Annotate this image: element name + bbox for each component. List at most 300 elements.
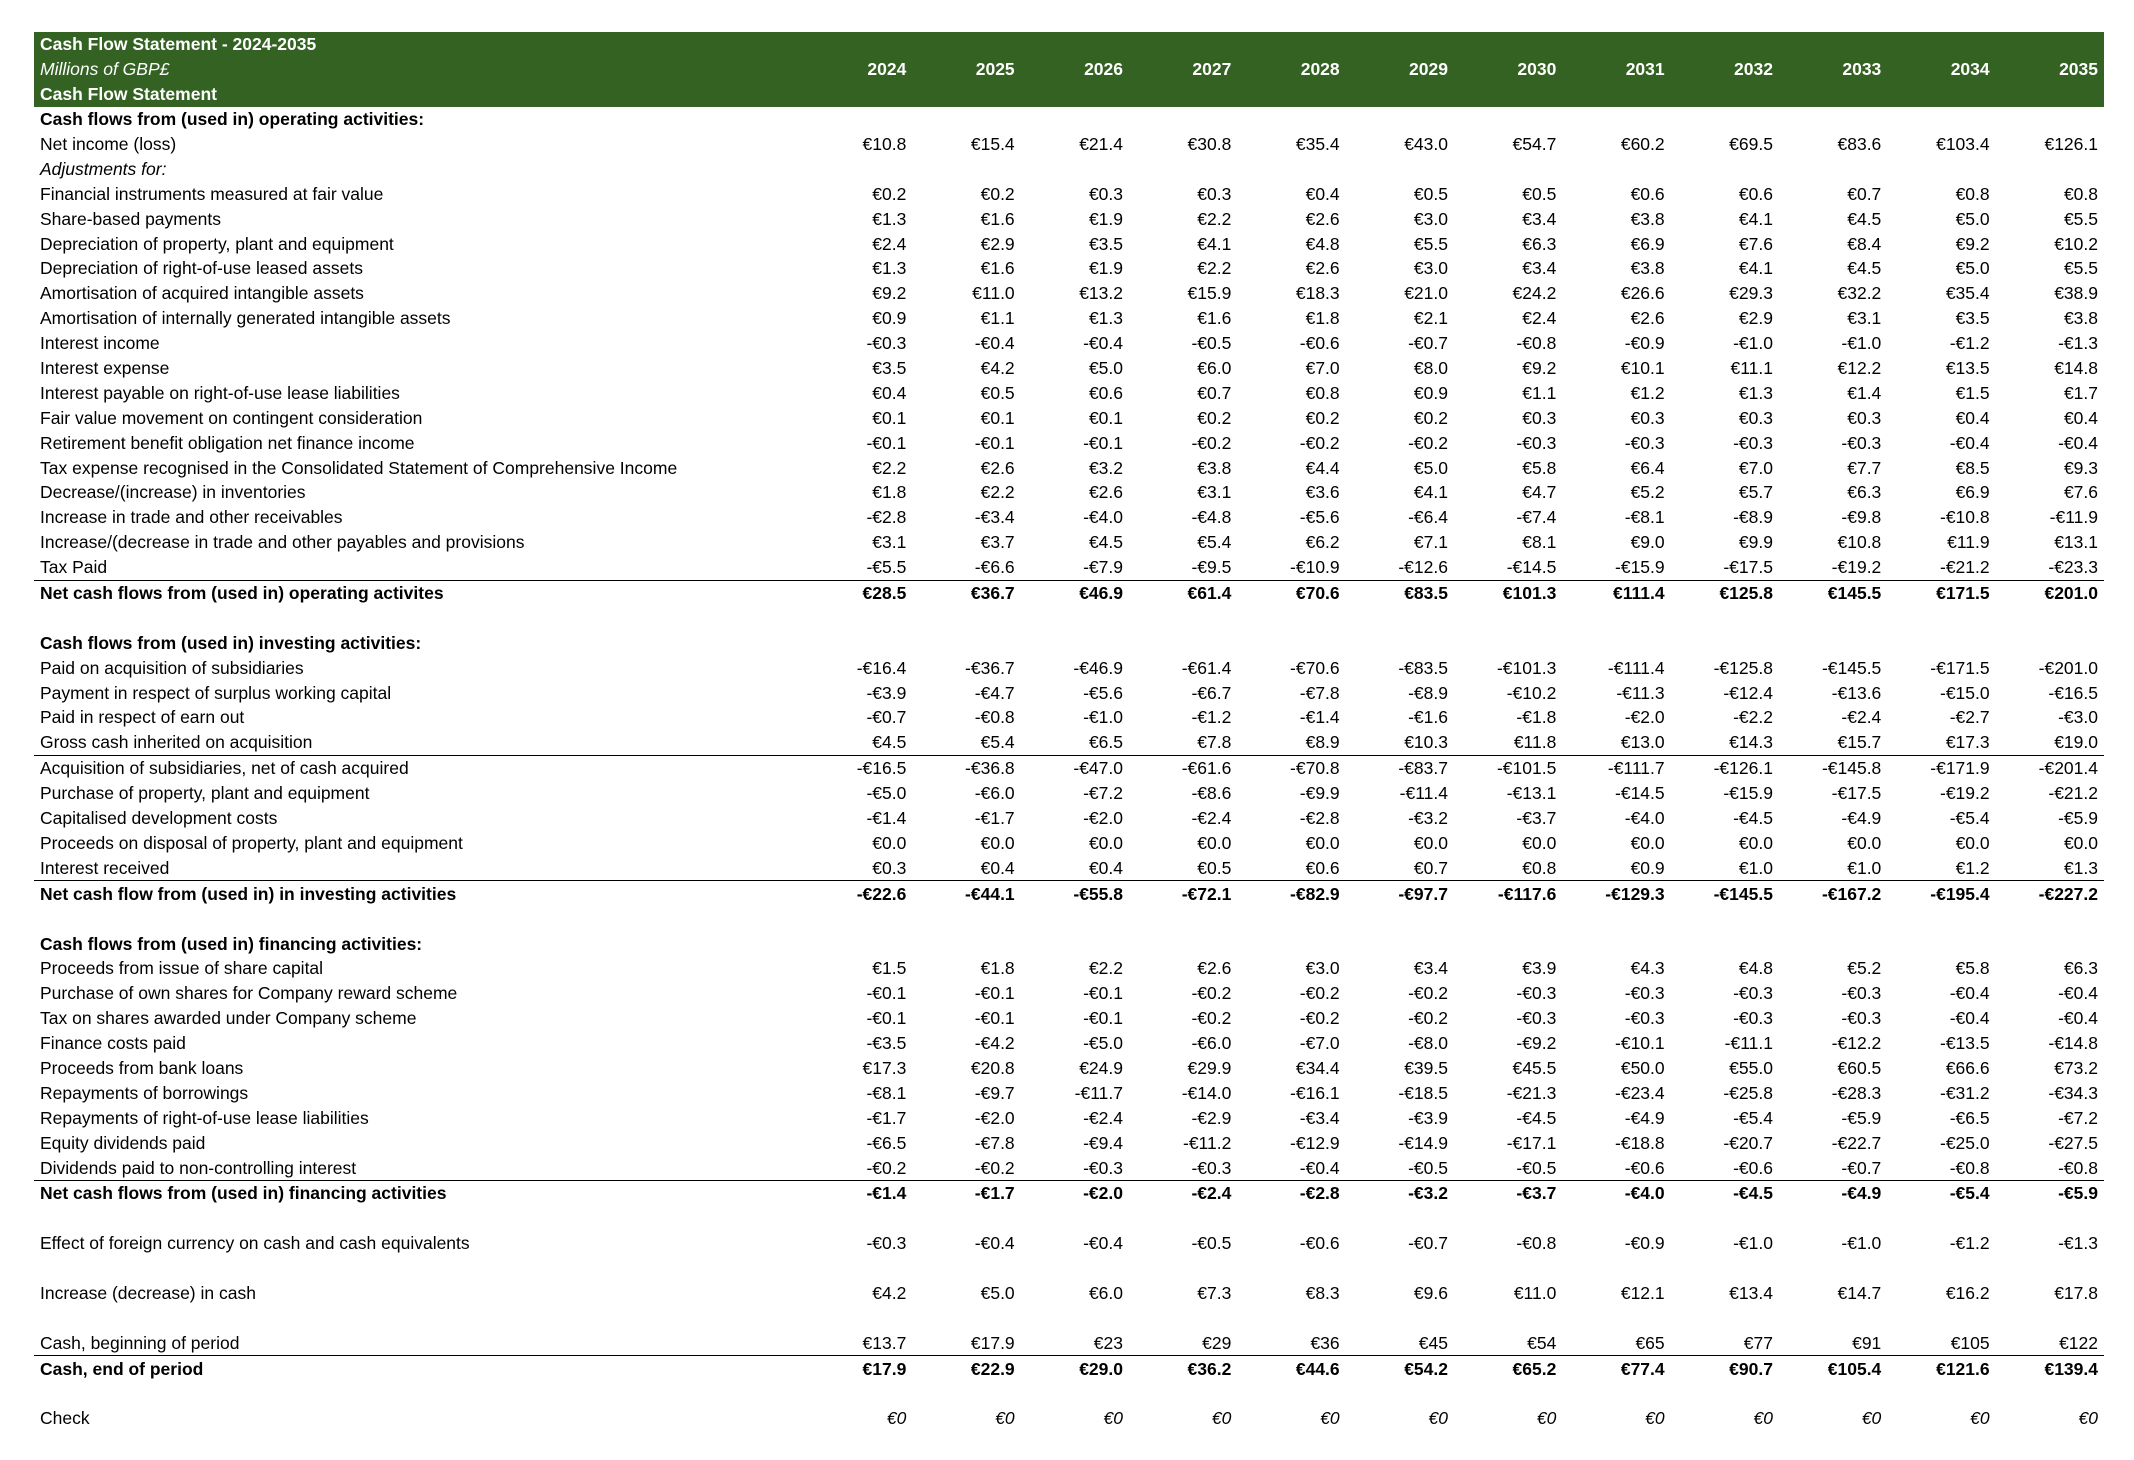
value-cell-2032[interactable] bbox=[1671, 1381, 1779, 1406]
value-cell-2030[interactable]: -€10.2 bbox=[1506, 682, 1557, 703]
value-cell-2030[interactable]: -€117.6 bbox=[1497, 883, 1557, 904]
value-cell-2031[interactable]: €4.3 bbox=[1630, 958, 1665, 979]
value-cell-2028[interactable]: €0.2 bbox=[1305, 407, 1340, 428]
value-cell-2030[interactable]: €0.5 bbox=[1522, 183, 1557, 204]
value-cell-2024[interactable] bbox=[804, 605, 912, 630]
value-cell-2024[interactable]: €2.2 bbox=[872, 457, 907, 478]
row-label[interactable]: Net cash flow from (used in) in investing activities bbox=[40, 883, 457, 904]
value-cell-2025[interactable]: €0.1 bbox=[980, 407, 1015, 428]
value-cell-2027[interactable]: -€11.2 bbox=[1183, 1132, 1232, 1153]
value-cell-2027[interactable]: €0.3 bbox=[1197, 183, 1232, 204]
value-cell-2035[interactable]: €14.8 bbox=[2054, 358, 2098, 379]
row-label[interactable] bbox=[34, 1256, 804, 1281]
value-cell-2029[interactable]: €2.1 bbox=[1413, 308, 1448, 329]
value-cell-2025[interactable] bbox=[912, 1305, 1020, 1330]
value-cell-2031[interactable]: €0.3 bbox=[1630, 407, 1665, 428]
value-cell-2034[interactable]: €103.4 bbox=[1936, 134, 1990, 154]
value-cell-2032[interactable] bbox=[1671, 605, 1779, 630]
value-cell-2026[interactable]: €23 bbox=[1021, 1330, 1129, 1355]
value-cell-2025[interactable]: €36.7 bbox=[970, 583, 1015, 604]
value-cell-2029[interactable] bbox=[1346, 107, 1454, 132]
value-cell-2029[interactable]: -€1.6 bbox=[1408, 707, 1448, 728]
value-cell-2032[interactable] bbox=[1671, 156, 1779, 181]
value-cell-2031[interactable]: -€23.4 bbox=[1615, 1082, 1665, 1103]
value-cell-2033[interactable]: -€145.5 bbox=[1821, 657, 1882, 678]
value-cell-2028[interactable] bbox=[1237, 156, 1345, 181]
value-cell-2024[interactable]: €13.7 bbox=[804, 1330, 912, 1355]
value-cell-2030[interactable] bbox=[1454, 605, 1562, 630]
value-cell-2033[interactable]: €1.0 bbox=[1779, 855, 1887, 880]
value-cell-2024[interactable]: -€8.1 bbox=[866, 1082, 907, 1103]
value-cell-2025[interactable]: €15.4 bbox=[970, 134, 1015, 154]
value-cell-2033[interactable] bbox=[1779, 156, 1887, 181]
value-cell-2034[interactable]: -€195.4 bbox=[1930, 883, 1990, 904]
value-cell-2027[interactable] bbox=[1129, 1206, 1237, 1231]
value-cell-2035[interactable]: -€0.4 bbox=[2058, 983, 2098, 1004]
value-cell-2032[interactable]: €4.1 bbox=[1738, 208, 1773, 229]
row-label[interactable] bbox=[34, 906, 804, 931]
value-cell-2034[interactable]: €17.3 bbox=[1887, 730, 1995, 755]
value-cell-2025[interactable]: -€36.7 bbox=[965, 657, 1015, 678]
value-cell-2028[interactable]: €0.6 bbox=[1237, 855, 1345, 880]
value-cell-2035[interactable]: €3.8 bbox=[2063, 308, 2098, 329]
row-label[interactable] bbox=[34, 1206, 804, 1231]
value-cell-2030[interactable]: €8.1 bbox=[1522, 532, 1557, 553]
value-cell-2026[interactable] bbox=[1021, 605, 1129, 630]
value-cell-2026[interactable]: -€2.0 bbox=[1083, 1183, 1123, 1204]
row-label[interactable]: Proceeds from bank loans bbox=[40, 1057, 244, 1078]
value-cell-2028[interactable]: €34.4 bbox=[1295, 1057, 1340, 1078]
value-cell-2033[interactable]: €4.5 bbox=[1847, 258, 1882, 279]
value-cell-2027[interactable]: €2.6 bbox=[1197, 958, 1232, 979]
value-cell-2030[interactable]: €3.4 bbox=[1522, 208, 1557, 229]
value-cell-2024[interactable]: €3.1 bbox=[872, 532, 907, 553]
value-cell-2035[interactable]: €19.0 bbox=[1996, 730, 2104, 755]
value-cell-2033[interactable]: €10.8 bbox=[1837, 532, 1882, 553]
value-cell-2028[interactable] bbox=[1237, 630, 1345, 655]
value-cell-2034[interactable] bbox=[1887, 156, 1995, 181]
year-header-2032[interactable]: 2032 bbox=[1671, 57, 1779, 82]
value-cell-2033[interactable] bbox=[1779, 1381, 1887, 1406]
value-cell-2033[interactable] bbox=[1779, 107, 1887, 132]
value-cell-2026[interactable]: €4.5 bbox=[1088, 532, 1123, 553]
value-cell-2032[interactable] bbox=[1671, 931, 1779, 956]
value-cell-2029[interactable] bbox=[1346, 1256, 1454, 1281]
row-label[interactable]: Cash flows from (used in) investing activities: bbox=[40, 632, 422, 653]
value-cell-2025[interactable]: €1.1 bbox=[980, 308, 1015, 329]
value-cell-2029[interactable]: -€3.9 bbox=[1408, 1107, 1448, 1128]
value-cell-2030[interactable]: -€101.5 bbox=[1496, 758, 1557, 779]
value-cell-2032[interactable]: -€20.7 bbox=[1723, 1132, 1773, 1153]
value-cell-2024[interactable]: -€0.1 bbox=[866, 1008, 907, 1029]
value-cell-2026[interactable]: €29.0 bbox=[1079, 1358, 1123, 1379]
value-cell-2034[interactable]: -€6.5 bbox=[1949, 1107, 1990, 1128]
value-cell-2027[interactable]: -€61.4 bbox=[1181, 657, 1232, 678]
value-cell-2035[interactable]: -€27.5 bbox=[2048, 1132, 2098, 1153]
value-cell-2033[interactable]: €15.7 bbox=[1779, 730, 1887, 755]
value-cell-2025[interactable] bbox=[912, 156, 1020, 181]
value-cell-2024[interactable]: €1.5 bbox=[872, 958, 907, 979]
value-cell-2026[interactable]: -€7.9 bbox=[1021, 555, 1129, 580]
value-cell-2027[interactable]: €0.0 bbox=[1197, 832, 1232, 853]
value-cell-2031[interactable]: €9.0 bbox=[1630, 532, 1665, 553]
value-cell-2026[interactable]: -€2.0 bbox=[1083, 808, 1123, 829]
value-cell-2035[interactable]: €201.0 bbox=[2044, 583, 2098, 604]
value-cell-2024[interactable]: €0.3 bbox=[804, 855, 912, 880]
value-cell-2030[interactable] bbox=[1454, 630, 1562, 655]
value-cell-2029[interactable]: €5.0 bbox=[1413, 457, 1448, 478]
value-cell-2032[interactable]: -€2.2 bbox=[1733, 707, 1773, 728]
value-cell-2029[interactable] bbox=[1346, 1381, 1454, 1406]
value-cell-2024[interactable]: -€0.1 bbox=[866, 983, 907, 1004]
value-cell-2033[interactable] bbox=[1779, 931, 1887, 956]
value-cell-2035[interactable] bbox=[1996, 931, 2104, 956]
value-cell-2031[interactable]: -€0.3 bbox=[1624, 1008, 1665, 1029]
value-cell-2034[interactable]: €9.2 bbox=[1955, 233, 1990, 254]
value-cell-2028[interactable]: -€0.6 bbox=[1299, 1233, 1340, 1254]
value-cell-2028[interactable]: -€16.1 bbox=[1290, 1082, 1340, 1103]
value-cell-2024[interactable]: €0.2 bbox=[872, 183, 907, 204]
value-cell-2027[interactable]: -€0.2 bbox=[1191, 983, 1232, 1004]
value-cell-2029[interactable]: -€0.7 bbox=[1408, 333, 1448, 354]
row-label[interactable]: Amortisation of internally generated intangible assets bbox=[40, 308, 451, 329]
value-cell-2033[interactable]: €14.7 bbox=[1837, 1282, 1882, 1303]
value-cell-2030[interactable]: €3.4 bbox=[1522, 258, 1557, 279]
value-cell-2026[interactable]: -€5.6 bbox=[1083, 682, 1123, 703]
row-label[interactable]: Increase in trade and other receivables bbox=[40, 507, 343, 528]
value-cell-2028[interactable]: €44.6 bbox=[1295, 1358, 1340, 1379]
value-cell-2032[interactable]: €9.9 bbox=[1738, 532, 1773, 553]
value-cell-2024[interactable]: €10.8 bbox=[862, 134, 907, 154]
value-cell-2035[interactable]: -€21.2 bbox=[2048, 783, 2098, 804]
value-cell-2031[interactable]: €13.0 bbox=[1562, 730, 1670, 755]
row-label[interactable]: Finance costs paid bbox=[40, 1033, 186, 1054]
value-cell-2032[interactable]: €69.5 bbox=[1729, 134, 1773, 154]
value-cell-2025[interactable]: €17.9 bbox=[912, 1330, 1020, 1355]
value-cell-2032[interactable]: €14.3 bbox=[1671, 730, 1779, 755]
value-cell-2033[interactable]: -€0.3 bbox=[1841, 983, 1882, 1004]
value-cell-2025[interactable]: -€1.7 bbox=[974, 808, 1015, 829]
value-cell-2027[interactable]: €0 bbox=[1211, 1408, 1232, 1429]
value-cell-2028[interactable]: -€5.6 bbox=[1299, 507, 1340, 528]
value-cell-2028[interactable]: €8.3 bbox=[1305, 1282, 1340, 1303]
value-cell-2026[interactable]: -€55.8 bbox=[1073, 883, 1123, 904]
value-cell-2026[interactable]: €46.9 bbox=[1079, 583, 1123, 604]
value-cell-2032[interactable]: -€12.4 bbox=[1723, 682, 1773, 703]
value-cell-2032[interactable]: -€4.5 bbox=[1733, 1183, 1773, 1204]
value-cell-2035[interactable]: -€227.2 bbox=[2038, 883, 2098, 904]
value-cell-2024[interactable] bbox=[804, 1305, 912, 1330]
value-cell-2034[interactable] bbox=[1887, 630, 1995, 655]
value-cell-2030[interactable]: -€0.3 bbox=[1516, 1008, 1557, 1029]
value-cell-2026[interactable]: €1.9 bbox=[1088, 258, 1123, 279]
value-cell-2029[interactable]: €0.0 bbox=[1413, 832, 1448, 853]
value-cell-2032[interactable]: -€145.5 bbox=[1713, 883, 1773, 904]
value-cell-2033[interactable]: €6.3 bbox=[1847, 482, 1882, 503]
year-header-2028[interactable]: 2028 bbox=[1237, 57, 1345, 82]
value-cell-2028[interactable]: €4.8 bbox=[1305, 233, 1340, 254]
value-cell-2028[interactable]: €0 bbox=[1320, 1408, 1340, 1429]
year-header-2034[interactable]: 2034 bbox=[1887, 57, 1995, 82]
value-cell-2032[interactable]: -€125.8 bbox=[1713, 657, 1773, 678]
value-cell-2033[interactable] bbox=[1779, 605, 1887, 630]
value-cell-2032[interactable]: €90.7 bbox=[1729, 1358, 1773, 1379]
value-cell-2024[interactable]: -€3.9 bbox=[866, 682, 907, 703]
value-cell-2025[interactable] bbox=[912, 906, 1020, 931]
value-cell-2026[interactable]: €0.1 bbox=[1088, 407, 1123, 428]
value-cell-2028[interactable]: €3.0 bbox=[1305, 958, 1340, 979]
value-cell-2027[interactable]: -€8.6 bbox=[1191, 783, 1232, 804]
value-cell-2031[interactable]: €26.6 bbox=[1620, 283, 1665, 304]
value-cell-2035[interactable] bbox=[1996, 1206, 2104, 1231]
row-label[interactable]: Payment in respect of surplus working capital bbox=[40, 682, 392, 703]
value-cell-2034[interactable]: €0.8 bbox=[1955, 183, 1990, 204]
value-cell-2033[interactable]: €60.5 bbox=[1837, 1057, 1882, 1078]
value-cell-2035[interactable]: -€16.5 bbox=[2048, 682, 2098, 703]
value-cell-2026[interactable] bbox=[1021, 107, 1129, 132]
value-cell-2034[interactable]: -€25.0 bbox=[1940, 1132, 1990, 1153]
value-cell-2031[interactable] bbox=[1562, 630, 1670, 655]
value-cell-2035[interactable] bbox=[1996, 605, 2104, 630]
row-label[interactable]: Dividends paid to non-controlling interest bbox=[34, 1155, 804, 1180]
row-label[interactable]: Cash flows from (used in) financing activities: bbox=[40, 933, 423, 954]
value-cell-2035[interactable] bbox=[1996, 1381, 2104, 1406]
value-cell-2028[interactable]: €4.4 bbox=[1305, 457, 1340, 478]
value-cell-2025[interactable] bbox=[912, 605, 1020, 630]
value-cell-2027[interactable]: -€0.5 bbox=[1191, 1233, 1232, 1254]
value-cell-2034[interactable]: €105 bbox=[1887, 1330, 1995, 1355]
row-label[interactable]: Adjustments for: bbox=[40, 158, 167, 179]
value-cell-2034[interactable]: €35.4 bbox=[1945, 283, 1990, 304]
value-cell-2025[interactable]: €1.8 bbox=[980, 958, 1015, 979]
value-cell-2031[interactable]: -€14.5 bbox=[1615, 783, 1665, 804]
section-header-fill[interactable] bbox=[804, 82, 2104, 107]
value-cell-2027[interactable]: -€0.2 bbox=[1191, 432, 1232, 453]
value-cell-2027[interactable]: -€2.4 bbox=[1191, 808, 1232, 829]
value-cell-2028[interactable]: €6.2 bbox=[1305, 532, 1340, 553]
value-cell-2030[interactable]: -€9.2 bbox=[1516, 1033, 1557, 1054]
value-cell-2029[interactable]: -€18.5 bbox=[1398, 1082, 1448, 1103]
value-cell-2030[interactable]: -€3.7 bbox=[1516, 1183, 1557, 1204]
value-cell-2027[interactable]: €7.3 bbox=[1197, 1282, 1232, 1303]
value-cell-2029[interactable]: €3.0 bbox=[1413, 258, 1448, 279]
value-cell-2028[interactable]: €3.6 bbox=[1305, 482, 1340, 503]
value-cell-2027[interactable]: €29 bbox=[1129, 1330, 1237, 1355]
value-cell-2031[interactable]: €50.0 bbox=[1620, 1057, 1665, 1078]
value-cell-2034[interactable] bbox=[1887, 1305, 1995, 1330]
value-cell-2028[interactable]: €2.6 bbox=[1305, 208, 1340, 229]
value-cell-2028[interactable]: -€2.8 bbox=[1299, 808, 1340, 829]
value-cell-2025[interactable]: €0.5 bbox=[980, 382, 1015, 403]
value-cell-2028[interactable] bbox=[1237, 931, 1345, 956]
value-cell-2033[interactable]: €0.7 bbox=[1847, 183, 1882, 204]
value-cell-2026[interactable] bbox=[1021, 906, 1129, 931]
value-cell-2033[interactable]: €3.1 bbox=[1847, 308, 1882, 329]
value-cell-2024[interactable]: €28.5 bbox=[862, 583, 907, 604]
value-cell-2035[interactable]: -€3.0 bbox=[2058, 707, 2098, 728]
value-cell-2028[interactable] bbox=[1237, 107, 1345, 132]
value-cell-2027[interactable]: €0.7 bbox=[1197, 382, 1232, 403]
value-cell-2029[interactable]: €7.1 bbox=[1413, 532, 1448, 553]
row-label[interactable]: Proceeds from issue of share capital bbox=[40, 958, 324, 979]
value-cell-2025[interactable]: -€0.1 bbox=[974, 1008, 1015, 1029]
value-cell-2024[interactable] bbox=[804, 931, 912, 956]
value-cell-2035[interactable] bbox=[1996, 1256, 2104, 1281]
value-cell-2030[interactable]: €4.7 bbox=[1522, 482, 1557, 503]
value-cell-2028[interactable]: -€7.8 bbox=[1299, 682, 1340, 703]
value-cell-2031[interactable] bbox=[1562, 605, 1670, 630]
value-cell-2024[interactable] bbox=[804, 107, 912, 132]
value-cell-2030[interactable] bbox=[1454, 156, 1562, 181]
value-cell-2026[interactable]: -€0.3 bbox=[1021, 1155, 1129, 1180]
value-cell-2028[interactable]: -€3.4 bbox=[1299, 1107, 1340, 1128]
value-cell-2034[interactable] bbox=[1887, 605, 1995, 630]
value-cell-2026[interactable]: €0.0 bbox=[1088, 832, 1123, 853]
value-cell-2029[interactable]: €4.1 bbox=[1413, 482, 1448, 503]
sheet-title[interactable]: Cash Flow Statement - 2024-2035 bbox=[34, 32, 804, 57]
value-cell-2027[interactable]: -€4.8 bbox=[1191, 507, 1232, 528]
value-cell-2035[interactable]: -€14.8 bbox=[2048, 1033, 2098, 1054]
value-cell-2027[interactable]: €61.4 bbox=[1187, 583, 1232, 604]
row-label[interactable]: Financial instruments measured at fair value bbox=[40, 183, 384, 204]
value-cell-2028[interactable]: -€9.9 bbox=[1299, 783, 1340, 804]
value-cell-2032[interactable]: €55.0 bbox=[1729, 1057, 1773, 1078]
value-cell-2025[interactable]: -€1.7 bbox=[974, 1183, 1015, 1204]
value-cell-2035[interactable]: €0 bbox=[2078, 1408, 2098, 1429]
value-cell-2024[interactable]: €0.9 bbox=[872, 308, 907, 329]
value-cell-2032[interactable]: €0.3 bbox=[1738, 407, 1773, 428]
row-label[interactable]: Net cash flows from (used in) operating activites bbox=[40, 583, 444, 604]
value-cell-2028[interactable]: €0.0 bbox=[1305, 832, 1340, 853]
row-label[interactable]: Repayments of right-of-use lease liabilities bbox=[40, 1107, 369, 1128]
value-cell-2027[interactable]: -€1.2 bbox=[1191, 707, 1232, 728]
value-cell-2028[interactable]: €18.3 bbox=[1295, 283, 1340, 304]
value-cell-2029[interactable]: €5.5 bbox=[1413, 233, 1448, 254]
value-cell-2025[interactable]: €1.6 bbox=[980, 208, 1015, 229]
value-cell-2034[interactable]: €11.9 bbox=[1947, 532, 1990, 553]
value-cell-2029[interactable]: €10.3 bbox=[1346, 730, 1454, 755]
row-label[interactable]: Tax on shares awarded under Company scheme bbox=[40, 1008, 417, 1029]
value-cell-2035[interactable]: €7.6 bbox=[2063, 482, 2098, 503]
value-cell-2025[interactable] bbox=[912, 630, 1020, 655]
value-cell-2029[interactable] bbox=[1346, 1305, 1454, 1330]
value-cell-2031[interactable]: -€8.1 bbox=[1624, 507, 1665, 528]
value-cell-2030[interactable]: -€14.5 bbox=[1454, 555, 1562, 580]
value-cell-2025[interactable]: €11.0 bbox=[972, 283, 1015, 304]
value-cell-2032[interactable]: -€0.3 bbox=[1733, 432, 1773, 453]
value-cell-2027[interactable]: €30.8 bbox=[1187, 134, 1232, 154]
value-cell-2030[interactable]: €65.2 bbox=[1512, 1358, 1557, 1379]
value-cell-2028[interactable]: €70.6 bbox=[1295, 583, 1340, 604]
value-cell-2035[interactable]: -€201.4 bbox=[2038, 758, 2098, 779]
row-label[interactable]: Cash flows from (used in) operating activities: bbox=[40, 109, 425, 130]
value-cell-2024[interactable]: €0.0 bbox=[872, 832, 907, 853]
value-cell-2031[interactable]: €2.6 bbox=[1630, 308, 1665, 329]
value-cell-2029[interactable]: €3.4 bbox=[1413, 958, 1448, 979]
value-cell-2024[interactable]: -€1.7 bbox=[866, 1107, 907, 1128]
value-cell-2034[interactable]: €5.8 bbox=[1955, 958, 1990, 979]
value-cell-2030[interactable]: €0.3 bbox=[1522, 407, 1557, 428]
value-cell-2032[interactable]: -€126.1 bbox=[1713, 758, 1773, 779]
value-cell-2032[interactable]: €0.0 bbox=[1738, 832, 1773, 853]
value-cell-2031[interactable]: -€4.0 bbox=[1624, 808, 1665, 829]
value-cell-2029[interactable] bbox=[1346, 605, 1454, 630]
value-cell-2026[interactable]: €0.6 bbox=[1088, 382, 1123, 403]
value-cell-2027[interactable] bbox=[1129, 156, 1237, 181]
value-cell-2033[interactable]: €91 bbox=[1779, 1330, 1887, 1355]
value-cell-2029[interactable]: €0.5 bbox=[1413, 183, 1448, 204]
value-cell-2033[interactable]: €8.4 bbox=[1847, 233, 1882, 254]
value-cell-2026[interactable] bbox=[1021, 931, 1129, 956]
value-cell-2026[interactable]: €6.5 bbox=[1021, 730, 1129, 755]
value-cell-2025[interactable]: €4.2 bbox=[980, 358, 1015, 379]
value-cell-2027[interactable]: -€61.6 bbox=[1181, 758, 1232, 779]
value-cell-2031[interactable] bbox=[1562, 107, 1670, 132]
value-cell-2027[interactable]: -€72.1 bbox=[1181, 883, 1232, 904]
value-cell-2031[interactable]: €10.1 bbox=[1620, 358, 1665, 379]
year-header-2031[interactable]: 2031 bbox=[1562, 57, 1670, 82]
value-cell-2033[interactable]: €4.5 bbox=[1847, 208, 1882, 229]
value-cell-2034[interactable]: €5.0 bbox=[1955, 258, 1990, 279]
value-cell-2025[interactable]: -€0.1 bbox=[974, 432, 1015, 453]
value-cell-2030[interactable]: €11.8 bbox=[1454, 730, 1562, 755]
value-cell-2024[interactable]: €1.3 bbox=[872, 208, 907, 229]
value-cell-2035[interactable]: -€0.4 bbox=[2058, 1008, 2098, 1029]
row-label[interactable] bbox=[34, 1305, 804, 1330]
value-cell-2024[interactable]: €1.3 bbox=[872, 258, 907, 279]
value-cell-2025[interactable]: €0.0 bbox=[980, 832, 1015, 853]
value-cell-2030[interactable]: €5.8 bbox=[1522, 457, 1557, 478]
value-cell-2033[interactable] bbox=[1779, 1305, 1887, 1330]
value-cell-2025[interactable]: -€0.4 bbox=[974, 1233, 1015, 1254]
value-cell-2029[interactable]: €0.7 bbox=[1346, 855, 1454, 880]
value-cell-2031[interactable]: -€111.4 bbox=[1607, 657, 1665, 678]
units-label[interactable]: Millions of GBP£ bbox=[34, 57, 804, 82]
row-label[interactable]: Tax Paid bbox=[34, 555, 804, 580]
value-cell-2034[interactable] bbox=[1887, 1256, 1995, 1281]
value-cell-2031[interactable]: -€10.1 bbox=[1615, 1033, 1665, 1054]
value-cell-2035[interactable]: €1.7 bbox=[2063, 382, 2098, 403]
value-cell-2030[interactable]: €54.7 bbox=[1512, 134, 1557, 154]
value-cell-2029[interactable]: €0.2 bbox=[1413, 407, 1448, 428]
value-cell-2024[interactable]: -€0.7 bbox=[866, 707, 907, 728]
row-label[interactable]: Increase (decrease) in cash bbox=[40, 1282, 256, 1303]
value-cell-2035[interactable]: €0.0 bbox=[2063, 832, 2098, 853]
value-cell-2030[interactable]: €1.1 bbox=[1522, 382, 1557, 403]
value-cell-2029[interactable]: -€0.2 bbox=[1408, 432, 1448, 453]
value-cell-2025[interactable]: -€4.2 bbox=[974, 1033, 1015, 1054]
value-cell-2025[interactable] bbox=[912, 931, 1020, 956]
value-cell-2032[interactable]: €29.3 bbox=[1729, 283, 1773, 304]
row-label[interactable]: Acquisition of subsidiaries, net of cash acquired bbox=[40, 758, 409, 779]
value-cell-2027[interactable]: €5.4 bbox=[1197, 532, 1232, 553]
value-cell-2035[interactable]: €1.3 bbox=[1996, 855, 2104, 880]
value-cell-2035[interactable]: -€5.9 bbox=[2058, 1183, 2098, 1204]
value-cell-2032[interactable]: €4.8 bbox=[1738, 958, 1773, 979]
value-cell-2032[interactable]: -€0.3 bbox=[1733, 983, 1773, 1004]
value-cell-2031[interactable]: €0.6 bbox=[1630, 183, 1665, 204]
row-label[interactable] bbox=[34, 605, 804, 630]
value-cell-2031[interactable] bbox=[1562, 1256, 1670, 1281]
value-cell-2034[interactable] bbox=[1887, 931, 1995, 956]
value-cell-2025[interactable]: €22.9 bbox=[970, 1358, 1015, 1379]
value-cell-2034[interactable]: -€1.2 bbox=[1949, 1233, 1990, 1254]
value-cell-2025[interactable]: €0.2 bbox=[980, 183, 1015, 204]
value-cell-2034[interactable] bbox=[1887, 107, 1995, 132]
row-label[interactable]: Cash, beginning of period bbox=[34, 1330, 804, 1355]
value-cell-2035[interactable] bbox=[1996, 906, 2104, 931]
year-header-2024[interactable]: 2024 bbox=[804, 57, 912, 82]
